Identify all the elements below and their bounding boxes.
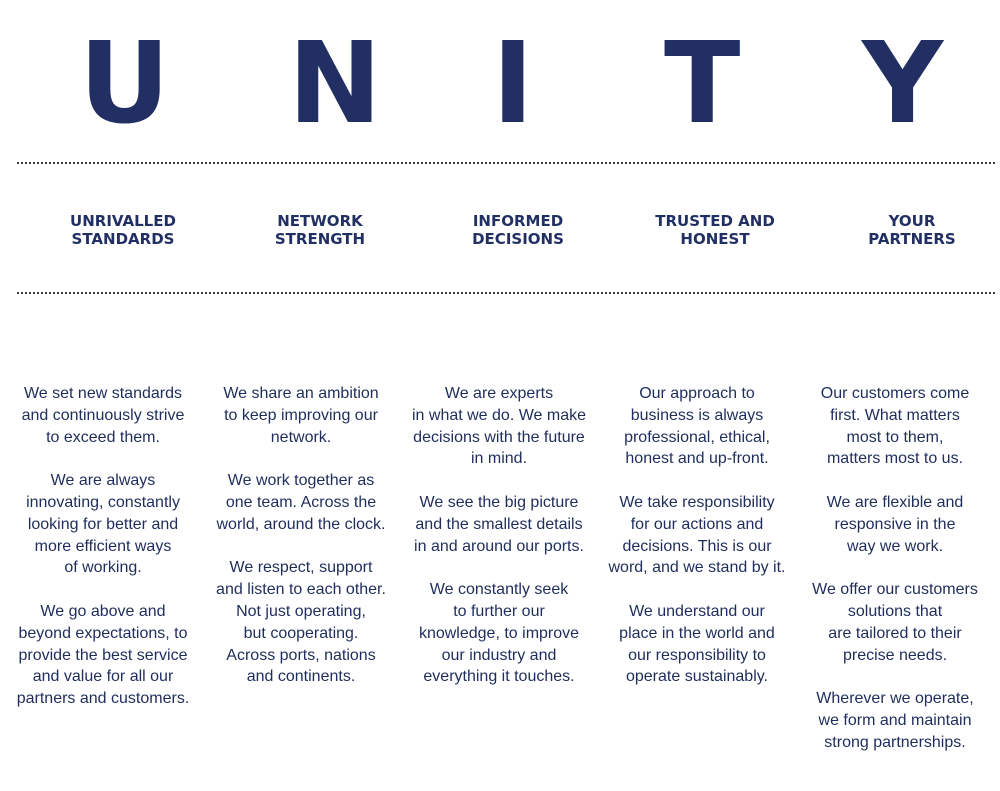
title-letter-i: I [492, 19, 534, 149]
text-line: and continuously strive [21, 406, 185, 424]
text-line: partners and customers. [16, 690, 190, 708]
title-letter-y: Y [862, 19, 944, 149]
text-line: We share an ambition [223, 385, 379, 402]
column-informed-decisions [404, 383, 594, 710]
text-line: of working. [64, 559, 142, 577]
paragraph [404, 492, 594, 557]
text-line: beyond expectations, to [18, 624, 188, 642]
text-line: We go above and [40, 602, 166, 620]
paragraph [8, 470, 198, 579]
text-line: looking for better and [27, 515, 179, 533]
paragraph [8, 383, 198, 448]
heading-informed-decisions [428, 212, 608, 248]
text-line: and the smallest details [415, 515, 583, 533]
column-unrivalled-standards [8, 383, 198, 732]
paragraph [800, 492, 990, 557]
text-line: and listen to each other. [216, 581, 386, 599]
text-line: in what we do. We make [411, 406, 586, 424]
text-line: We set new standards [23, 385, 182, 402]
text-line: to exceed them. [46, 428, 160, 446]
text-line: We are experts [444, 385, 554, 402]
heading-line: STRENGTH [274, 230, 366, 248]
text-line: knowledge, to improve [418, 624, 580, 642]
text-line: in and around our ports. [414, 537, 584, 555]
text-line: We take responsibility [619, 493, 775, 511]
text-line: first. What matters [830, 406, 960, 424]
text-line: but cooperating. [243, 624, 359, 642]
heading-line: DECISIONS [472, 230, 564, 248]
text-line: We work together as [227, 472, 375, 490]
paragraph [8, 601, 198, 710]
text-line: Wherever we operate, [816, 690, 974, 708]
paragraph [206, 470, 396, 535]
text-line: and value for all our [32, 668, 174, 686]
paragraph [404, 579, 594, 688]
text-line: Across ports, nations [226, 646, 376, 664]
text-line: We understand our [629, 602, 765, 620]
text-line: innovating, constantly [26, 493, 180, 511]
title-letter-t: T [664, 19, 741, 149]
text-line: Our approach to [639, 385, 755, 402]
text-line: precise needs. [842, 646, 948, 664]
text-line: are tailored to their [828, 624, 962, 642]
heading-unrivalled-standards [33, 212, 213, 248]
text-line: and continents. [246, 668, 356, 686]
text-line: honest and up-front. [625, 450, 769, 468]
text-line: business is always [630, 406, 764, 424]
heading-network-strength [230, 212, 410, 248]
text-line: Our customers come [820, 385, 970, 402]
text-line: We are flexible and [826, 493, 964, 511]
text-line: to keep improving our [224, 406, 378, 424]
text-line: solutions that [847, 602, 943, 620]
text-line: network. [270, 428, 332, 446]
text-line: professional, ethical, [624, 428, 770, 446]
text-line: for our actions and [630, 515, 764, 533]
text-line: We respect, support [229, 559, 373, 577]
paragraph [206, 557, 396, 688]
heading-line: HONEST [680, 230, 750, 248]
paragraph [602, 601, 792, 688]
text-line: more efficient ways [34, 537, 172, 555]
text-line: our responsibility to [628, 646, 766, 664]
heading-line: NETWORK [277, 212, 363, 230]
text-line: we form and maintain [818, 711, 972, 729]
text-line: provide the best service [18, 646, 188, 664]
paragraph [404, 383, 594, 470]
text-line: We see the big picture [419, 493, 579, 511]
heading-your-partners [822, 212, 1000, 248]
text-line: matters most to us. [826, 450, 964, 468]
text-line: in mind. [470, 450, 528, 468]
heading-line: YOUR [888, 212, 936, 230]
text-line: way we work. [846, 537, 944, 555]
unity-title [0, 0, 1000, 160]
text-line: We offer our customers [812, 581, 978, 599]
heading-line: PARTNERS [868, 230, 956, 248]
text-line: operate sustainably. [625, 668, 768, 686]
text-line: We are always [50, 472, 156, 490]
value-headings [0, 212, 1000, 272]
text-line: responsive in the [834, 515, 956, 533]
paragraph [800, 579, 990, 666]
column-your-partners [800, 383, 990, 775]
heading-trusted-and-honest [625, 212, 805, 248]
heading-line: TRUSTED AND [655, 212, 775, 230]
column-network-strength [206, 383, 396, 710]
text-line: world, around the clock. [216, 515, 386, 533]
text-line: decisions with the future [413, 428, 585, 446]
text-line: word, and we stand by it. [608, 559, 786, 577]
text-line: everything it touches. [423, 668, 575, 686]
paragraph [800, 688, 990, 753]
bottom-dotted-divider [17, 292, 995, 294]
text-line: our industry and [441, 646, 557, 664]
text-line: most to them, [846, 428, 944, 446]
text-line: decisions. This is our [622, 537, 772, 555]
text-line: one team. Across the [225, 493, 377, 511]
value-columns [0, 383, 1000, 783]
paragraph [206, 383, 396, 448]
paragraph [602, 383, 792, 470]
title-letter-u: U [79, 19, 170, 149]
top-dotted-divider [17, 162, 995, 164]
text-line: place in the world and [619, 624, 775, 642]
paragraph [800, 383, 990, 470]
text-line: to further our [453, 602, 545, 620]
text-line: We constantly seek [429, 581, 569, 599]
column-trusted-and-honest [602, 383, 792, 710]
text-line: strong partnerships. [824, 733, 966, 751]
heading-line: STANDARDS [71, 230, 175, 248]
paragraph [602, 492, 792, 579]
heading-line: INFORMED [472, 212, 564, 230]
heading-line: UNRIVALLED [70, 212, 176, 230]
title-letter-n: N [288, 19, 382, 149]
text-line: Not just operating, [236, 602, 366, 620]
